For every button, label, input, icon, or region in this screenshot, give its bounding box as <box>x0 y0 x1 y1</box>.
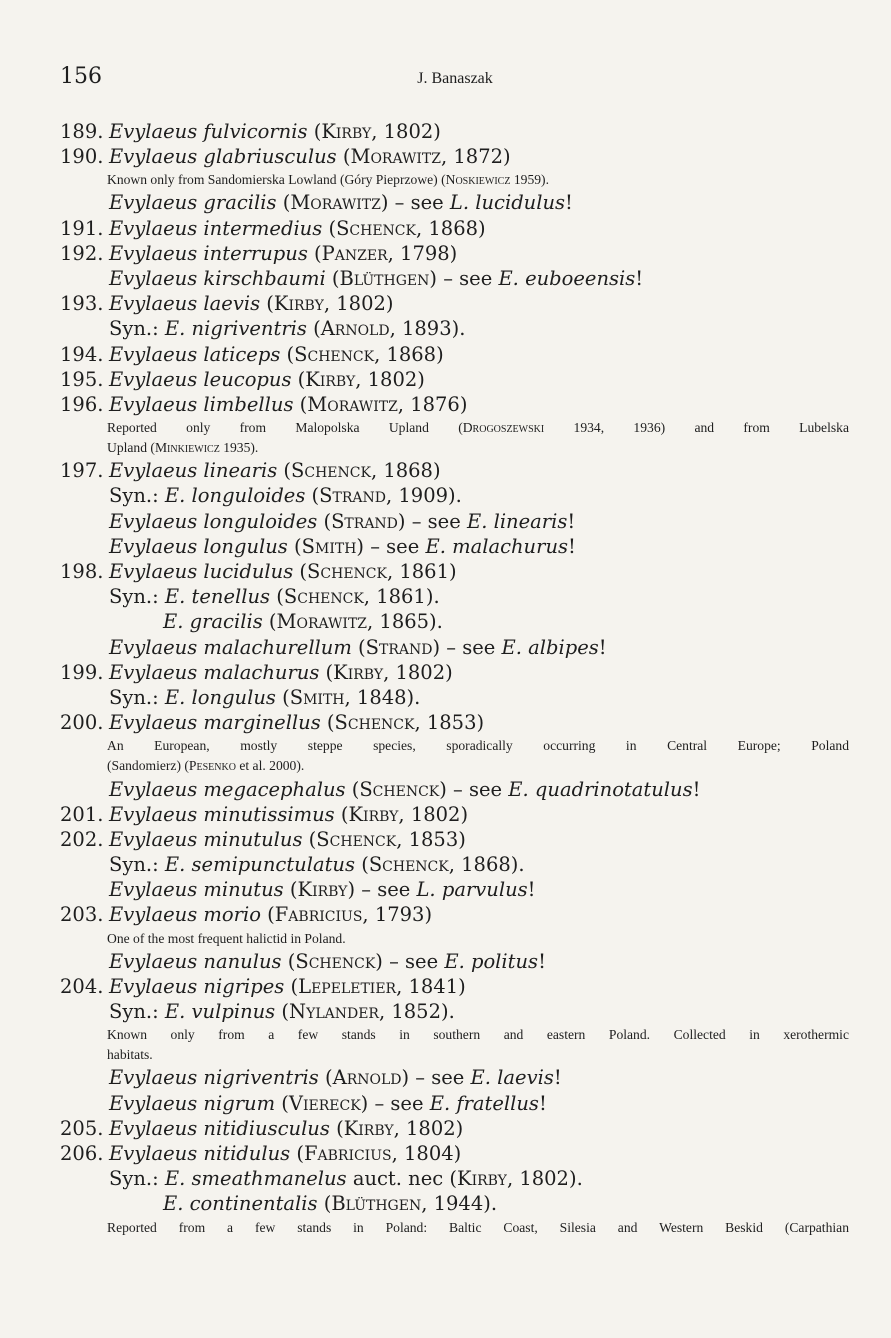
species-number: 198. <box>60 560 104 583</box>
distribution-note <box>0 756 891 776</box>
taxon-author: Arnold <box>332 1066 402 1090</box>
genus-epithet: Evylaeus kirschbaumi <box>109 266 326 290</box>
taxon-author: Lepeletier <box>298 974 397 998</box>
taxon-author: Nylander <box>289 1000 379 1023</box>
synonym-text: Syn.: E. longuloides (Strand, 1909). <box>109 484 462 508</box>
genus-epithet: Evylaeus minutus <box>109 878 284 902</box>
genus-epithet: Evylaeus laticeps <box>109 342 281 366</box>
species-name: Evylaeus morio (Fabricius, 1793) <box>109 903 433 927</box>
see-target: E. quadrinotatulus <box>508 777 693 801</box>
genus-epithet: Evylaeus longuloides <box>109 509 318 533</box>
species-name: Evylaeus fulvicornis (Kirby, 1802) <box>109 120 441 143</box>
genus-epithet: Evylaeus lucidulus <box>109 560 294 583</box>
species-name: Evylaeus laticeps (Schenck, 1868) <box>109 342 444 366</box>
cross-reference <box>0 1091 891 1116</box>
species-entry <box>0 660 891 685</box>
taxon-author: Schenck <box>368 853 449 877</box>
species-entry <box>0 342 891 367</box>
distribution-note <box>0 1024 891 1045</box>
species-entry <box>0 1116 891 1141</box>
cross-reference-text: Evylaeus nigrum (Viereck) – see E. fratellus! <box>109 1091 547 1115</box>
synonym-name: E. longuloides <box>164 484 306 508</box>
synonym-name: E. gracilis <box>163 610 263 634</box>
synonym-entry <box>0 1166 891 1191</box>
synonym-name: E. tenellus <box>164 585 271 609</box>
species-number: 204. <box>60 974 104 998</box>
taxon-author: Kirby <box>321 120 372 143</box>
taxon-author: Strand <box>365 635 433 659</box>
species-number: 195. <box>60 367 104 391</box>
species-name: Evylaeus intermedius (Schenck, 1868) <box>109 216 486 240</box>
note-text: Known only from a few stands in southern and eastern Poland. Collected in xerothermic <box>107 1027 849 1043</box>
species-name: Evylaeus nigripes (Lepeletier, 1841) <box>109 974 466 998</box>
taxon-author: Blüthgen <box>339 266 430 290</box>
note-text: Reported from a few stands in Poland: Baltic Coast, Silesia and Western Beskid (Carpathian <box>107 1219 849 1235</box>
taxon-author: Strand <box>319 484 386 508</box>
species-name: Evylaeus minutulus (Schenck, 1853) <box>109 827 466 851</box>
see-target: E. politus <box>444 949 539 973</box>
genus-epithet: Evylaeus glabriusculus <box>109 145 337 169</box>
synonym-entry <box>0 609 891 634</box>
taxon-author: Strand <box>331 509 398 533</box>
species-number: 203. <box>60 903 104 927</box>
species-entry <box>0 974 891 999</box>
cross-reference-text: Evylaeus megacephalus (Schenck) – see E. quadrinotatulus! <box>109 777 701 801</box>
genus-epithet: Evylaeus minutulus <box>109 827 303 851</box>
species-name: Evylaeus interrupus (Panzer, 1798) <box>109 241 458 265</box>
distribution-note <box>0 735 891 756</box>
cross-reference <box>0 877 891 902</box>
synonym-entry <box>0 1191 891 1216</box>
synonym-name: E. smeathmanelus <box>164 1167 347 1191</box>
synonym-entry <box>0 852 891 877</box>
species-number: 196. <box>60 392 104 416</box>
see-target: L. lucidulus <box>449 191 566 215</box>
taxon-author: Schenck <box>359 777 440 801</box>
species-name: Evylaeus glabriusculus (Morawitz, 1872) <box>109 145 511 169</box>
taxon-author: Morawitz <box>307 392 398 416</box>
synonym-entry <box>0 316 891 341</box>
taxon-author: Schenck <box>283 585 364 609</box>
species-number: 202. <box>60 827 104 851</box>
species-name: Evylaeus nitidulus (Fabricius, 1804) <box>109 1141 462 1165</box>
note-text: Known only from Sandomierska Lowland (Góry Pieprzowe) (Noskiewicz 1959). <box>107 172 549 188</box>
species-entry <box>0 291 891 316</box>
genus-epithet: Evylaeus morio <box>109 903 261 927</box>
species-number: 197. <box>60 459 104 483</box>
cross-reference <box>0 635 891 660</box>
note-text: habitats. <box>107 1047 153 1063</box>
species-entry <box>0 710 891 735</box>
synonym-text: E. continentalis (Blüthgen, 1944). <box>163 1192 498 1216</box>
synonym-text: E. gracilis (Morawitz, 1865). <box>163 610 443 634</box>
synonym-name: E. nigriventris <box>164 317 307 341</box>
taxon-author: Kirby <box>343 1116 394 1140</box>
species-name: Evylaeus nitidiusculus (Kirby, 1802) <box>109 1116 464 1140</box>
genus-epithet: Evylaeus marginellus <box>109 711 321 735</box>
taxon-author: Kirby <box>297 878 348 902</box>
note-text: Upland (Minkiewicz 1935). <box>107 440 259 456</box>
taxon-author: Viereck <box>288 1091 361 1115</box>
species-number: 191. <box>60 216 104 240</box>
species-name: Evylaeus linearis (Schenck, 1868) <box>109 459 441 483</box>
species-name: Evylaeus lucidulus (Schenck, 1861) <box>109 560 457 583</box>
synonym-text: Syn.: E. tenellus (Schenck, 1861). <box>109 585 440 609</box>
genus-epithet: Evylaeus malachurellum <box>109 635 352 659</box>
species-entry <box>0 1141 891 1166</box>
taxon-author: Schenck <box>294 342 375 366</box>
species-number: 194. <box>60 342 104 366</box>
cited-author: Pesenko <box>188 758 236 774</box>
taxon-author: Schenck <box>336 216 416 240</box>
cross-reference <box>0 1065 891 1090</box>
distribution-note <box>0 928 891 949</box>
species-list <box>0 119 891 1238</box>
note-text: One of the most frequent halictid in Poland. <box>107 930 346 946</box>
cross-reference <box>0 777 891 802</box>
taxon-author: Morawitz <box>290 191 381 215</box>
page-number: 156 <box>60 64 102 89</box>
cross-reference-text: Evylaeus minutus (Kirby) – see L. parvulus! <box>109 878 536 902</box>
distribution-note <box>0 438 891 458</box>
cross-reference <box>0 190 891 215</box>
note-text: An European, mostly steppe species, sporadically occurring in Central Europe; Poland <box>107 738 849 754</box>
taxon-author: Smith <box>301 534 357 558</box>
taxon-author: Schenck <box>307 560 387 583</box>
distribution-note <box>0 1045 891 1065</box>
species-number: 189. <box>60 120 104 143</box>
note-text: (Sandomierz) (Pesenko et al. 2000). <box>107 758 305 774</box>
see-target: E. malachurus <box>425 534 569 558</box>
see-target: E. fratellus <box>429 1091 539 1115</box>
cited-author: Minkiewicz <box>154 440 220 456</box>
see-target: L. parvulus <box>416 878 528 902</box>
cited-author: Drogoszewski <box>462 420 545 436</box>
species-entry <box>0 827 891 852</box>
synonym-entry <box>0 483 891 508</box>
species-name: Evylaeus leucopus (Kirby, 1802) <box>109 367 425 391</box>
taxon-author: Fabricius <box>303 1141 392 1165</box>
genus-epithet: Evylaeus longulus <box>109 534 288 558</box>
cross-reference-text: Evylaeus gracilis (Morawitz) – see L. lucidulus! <box>109 191 573 215</box>
genus-epithet: Evylaeus laevis <box>109 292 261 316</box>
species-entry <box>0 144 891 169</box>
taxon-author: Morawitz <box>276 610 368 634</box>
species-name: Evylaeus marginellus (Schenck, 1853) <box>109 711 485 735</box>
taxon-author: Blüthgen <box>331 1192 422 1216</box>
species-entry <box>0 119 891 144</box>
running-head-author: J. Banaszak <box>417 70 493 87</box>
genus-epithet: Evylaeus interrupus <box>109 241 308 265</box>
synonym-name: E. continentalis <box>163 1192 318 1216</box>
species-entry <box>0 241 891 266</box>
synonym-entry <box>0 999 891 1024</box>
cross-reference-text: Evylaeus longulus (Smith) – see E. malachurus! <box>109 534 576 558</box>
species-entry <box>0 559 891 584</box>
genus-epithet: Evylaeus nigriventris <box>109 1066 319 1090</box>
see-target: E. laevis <box>470 1066 554 1090</box>
taxon-author: Arnold <box>320 317 390 341</box>
see-target: E. linearis <box>466 509 568 533</box>
see-target: E. albipes <box>501 635 599 659</box>
species-number: 190. <box>60 145 104 169</box>
running-header <box>60 64 850 98</box>
taxon-author: Kirby <box>333 660 384 684</box>
species-entry <box>0 392 891 417</box>
genus-epithet: Evylaeus fulvicornis <box>109 120 308 143</box>
taxon-author: Morawitz <box>350 145 441 169</box>
taxon-author: Kirby <box>305 367 356 391</box>
taxon-author: Smith <box>289 685 345 709</box>
species-name: Evylaeus minutissimus (Kirby, 1802) <box>109 802 469 826</box>
genus-epithet: Evylaeus minutissimus <box>109 802 335 826</box>
species-number: 201. <box>60 802 104 826</box>
taxon-author: Schenck <box>295 949 376 973</box>
taxon-author: Panzer <box>321 241 388 265</box>
cross-reference <box>0 949 891 974</box>
taxon-author: Schenck <box>291 459 371 483</box>
species-number: 193. <box>60 292 104 316</box>
genus-epithet: Evylaeus leucopus <box>109 367 292 391</box>
genus-epithet: Evylaeus gracilis <box>109 191 277 215</box>
cross-reference <box>0 534 891 559</box>
species-entry <box>0 902 891 927</box>
cross-reference-text: Evylaeus nigriventris (Arnold) – see E. laevis! <box>109 1066 562 1090</box>
genus-epithet: Evylaeus limbellus <box>109 392 294 416</box>
synonym-text: Syn.: E. semipunctulatus (Schenck, 1868). <box>109 853 525 877</box>
species-entry <box>0 367 891 392</box>
synonym-text: Syn.: E. smeathmanelus auct. nec (Kirby, 1802). <box>109 1167 583 1191</box>
synonym-text: Syn.: E. vulpinus (Nylander, 1852). <box>109 1000 455 1023</box>
genus-epithet: Evylaeus malachurus <box>109 660 320 684</box>
cross-reference <box>0 509 891 534</box>
synonym-text: Syn.: E. nigriventris (Arnold, 1893). <box>109 317 466 341</box>
species-number: 199. <box>60 660 104 684</box>
cross-reference-text: Evylaeus kirschbaumi (Blüthgen) – see E. euboeensis! <box>109 266 644 290</box>
taxon-author: Schenck <box>316 827 397 851</box>
taxon-author: Schenck <box>334 711 415 735</box>
taxon-author: Kirby <box>457 1167 507 1191</box>
synonym-text: Syn.: E. longulus (Smith, 1848). <box>109 685 421 709</box>
species-entry <box>0 802 891 827</box>
genus-epithet: Evylaeus nigripes <box>109 974 285 998</box>
synonym-entry <box>0 685 891 710</box>
genus-epithet: Evylaeus linearis <box>109 459 278 483</box>
taxon-author: Kirby <box>348 802 399 826</box>
synonym-entry <box>0 584 891 609</box>
cross-reference-text: Evylaeus nanulus (Schenck) – see E. politus! <box>109 949 546 973</box>
distribution-note <box>0 169 891 190</box>
genus-epithet: Evylaeus megacephalus <box>109 777 346 801</box>
see-target: E. euboeensis <box>498 266 636 290</box>
genus-epithet: Evylaeus nitidiusculus <box>109 1116 330 1140</box>
genus-epithet: Evylaeus intermedius <box>109 216 323 240</box>
species-number: 206. <box>60 1141 104 1165</box>
cross-reference-text: Evylaeus longuloides (Strand) – see E. linearis! <box>109 509 576 533</box>
synonym-name: E. vulpinus <box>164 1000 276 1023</box>
species-name: Evylaeus limbellus (Morawitz, 1876) <box>109 392 468 416</box>
distribution-note <box>0 1217 891 1238</box>
taxon-author: Kirby <box>273 292 324 316</box>
species-number: 205. <box>60 1116 104 1140</box>
species-number: 192. <box>60 241 104 265</box>
species-name: Evylaeus laevis (Kirby, 1802) <box>109 292 394 316</box>
species-entry <box>0 458 891 483</box>
note-text: Reported only from Malopolska Upland (Drogoszewski 1934, 1936) and from Lubelska <box>107 420 849 436</box>
taxon-author: Fabricius <box>274 903 363 927</box>
synonym-name: E. semipunctulatus <box>164 853 355 877</box>
genus-epithet: Evylaeus nigrum <box>109 1091 276 1115</box>
cross-reference-text: Evylaeus malachurellum (Strand) – see E. albipes! <box>109 635 607 659</box>
species-number: 200. <box>60 711 104 735</box>
distribution-note <box>0 417 891 438</box>
synonym-name: E. longulus <box>164 685 276 709</box>
species-entry <box>0 216 891 241</box>
genus-epithet: Evylaeus nanulus <box>109 949 282 973</box>
cited-author: Noskiewicz <box>445 172 511 188</box>
genus-epithet: Evylaeus nitidulus <box>109 1141 291 1165</box>
cross-reference <box>0 266 891 291</box>
species-name: Evylaeus malachurus (Kirby, 1802) <box>109 660 453 684</box>
